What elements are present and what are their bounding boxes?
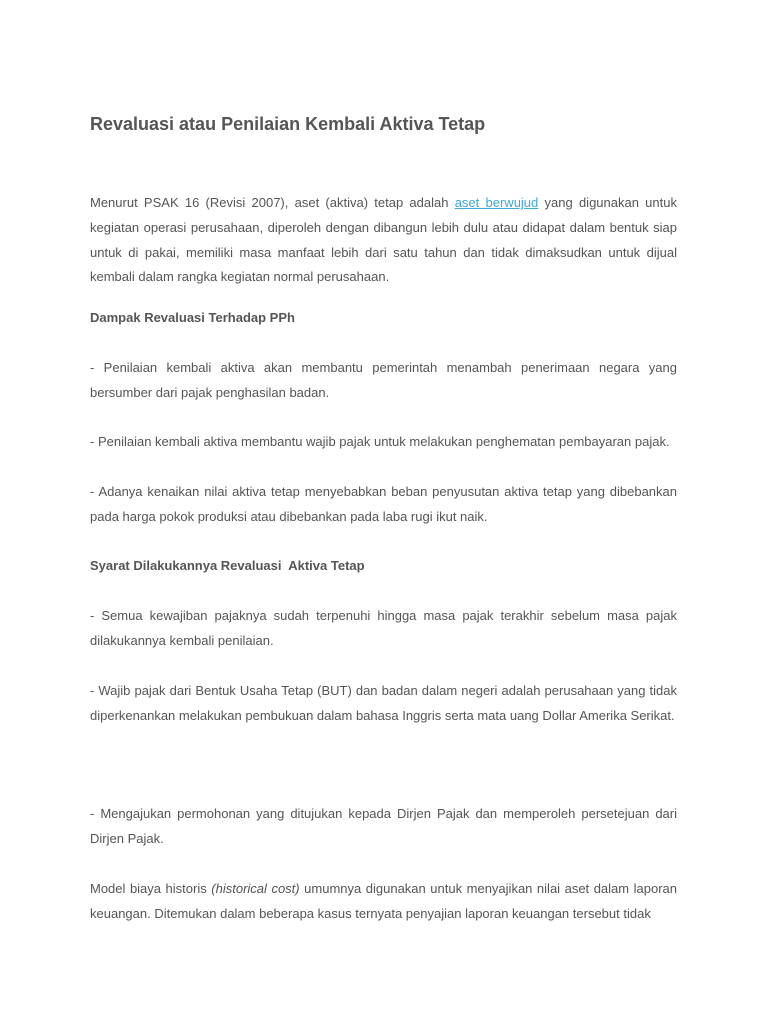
dampak-item-2: - Penilaian kembali aktiva membantu wajib pajak untuk melakukan penghematan pembayaran pajak. [90, 434, 670, 449]
syarat-item-3: - Mengajukan permohonan yang ditujukan kepada Dirjen Pajak dan memperoleh persetejuan dari Dirjen Pajak. [90, 806, 677, 846]
closing-text-before: Model biaya historis [90, 881, 212, 896]
intro-paragraph [90, 191, 677, 290]
syarat-item-1: - Semua kewajiban pajaknya sudah terpenuhi hingga masa pajak terakhir sebelum masa pajak dilakukannya kembali penilaian. [90, 608, 677, 648]
intro-text-before-link: Menurut PSAK 16 (Revisi 2007), aset (aktiva) tetap adalah [90, 195, 455, 210]
dampak-item-1: - Penilaian kembali aktiva akan membantu pemerintah menambah penerimaan negara yang bersumber dari pajak penghasilan badan. [90, 360, 677, 400]
section-heading-syarat: Syarat Dilakukannya Revaluasi Aktiva Tetap [90, 558, 365, 573]
intro-text-after-link: yang digunakan untuk kegiatan operasi perusahaan, diperoleh dengan dibangun lebih dulu atau didapat dalam bentuk siap untuk di pakai, memiliki masa manfaat lebih dari satu tahun dan tidak dimaksudkan untuk dijual kembali dalam rangka kegiatan normal perusahaan. [90, 195, 677, 285]
dampak-item-3: - Adanya kenaikan nilai aktiva tetap menyebabkan beban penyusutan aktiva tetap yang dibebankan pada harga pokok produksi atau dibebankan pada laba rugi ikut naik. [90, 484, 677, 524]
syarat-item-2: - Wajib pajak dari Bentuk Usaha Tetap (BUT) dan badan dalam negeri adalah perusahaan yang tidak diperkenankan melakukan pembukuan dalam bahasa Inggris serta mata uang Dollar Amerika Serikat. [90, 683, 677, 723]
section-heading-dampak: Dampak Revaluasi Terhadap PPh [90, 310, 295, 325]
article-title: Revaluasi atau Penilaian Kembali Aktiva Tetap [90, 114, 486, 134]
closing-paragraph [90, 877, 677, 927]
historical-cost-term: (historical cost) [211, 881, 300, 896]
closing-text-after: umumnya digunakan untuk menyajikan nilai aset dalam laporan keuangan. Ditemukan dalam beberapa kasus ternyata penyajian laporan keuangan tersebut tidak [90, 881, 678, 921]
aset-berwujud-link[interactable]: aset berwujud [454, 195, 539, 210]
